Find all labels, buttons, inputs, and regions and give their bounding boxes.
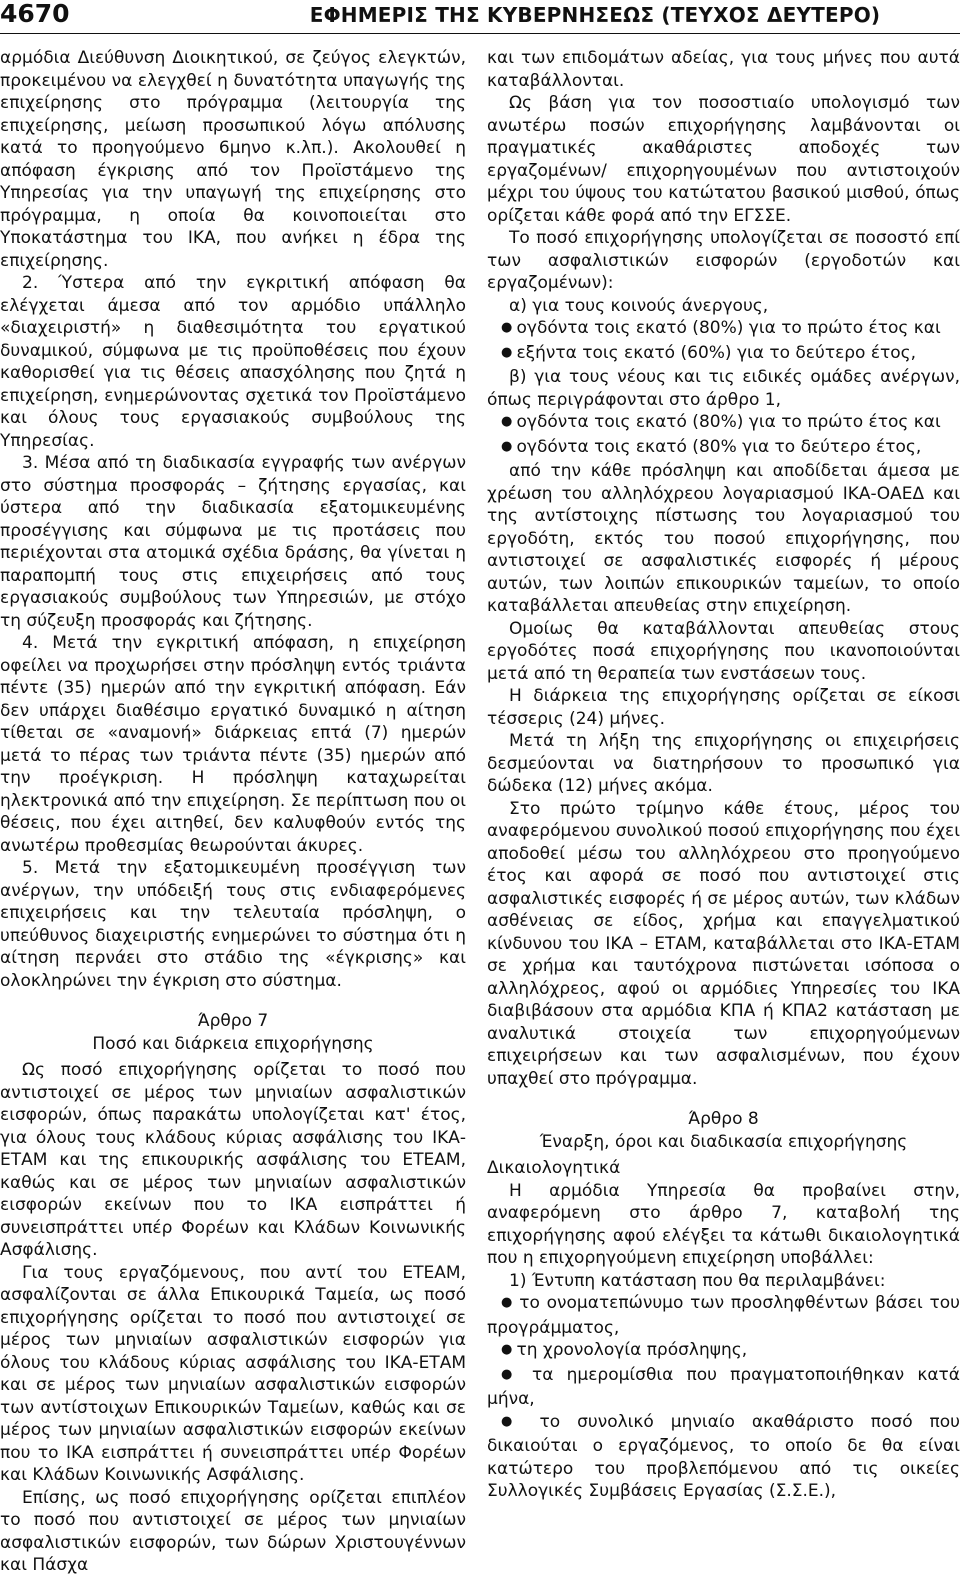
subsection-title: Δικαιολογητικά: [487, 1158, 621, 1178]
article-7-number: Άρθρο 7: [197, 1011, 269, 1031]
paragraph: 5. Μετά την εξατομικευμένη προσέγγιση των ανέργων, την υπόδειξή τους στις ενδιαφερόμενες επιχειρήσεις και την τελευταία πρόσληψη, ο υπεύθυνος διαχειριστής ενημερώνει το σύστημα ότι η αίτηση περνάει στο στάδιο της «έγκρισης» και ολοκληρώνει την έγκριση στο σύστημα.: [0, 858, 466, 991]
bullet-item: ● το συνολικό μηνιαίο ακαθάριστο ποσό που δικαιούται ο εργαζόμενος, το οποίο δε θα είναι κατώτερο του προβλεπόμενου από τις οικείες Συλλογικές Συμβάσεις Εργασίας (Σ.Σ.Ε.),: [487, 1411, 960, 1503]
paragraph: από την κάθε πρόσληψη και αποδίδεται άμεσα με χρέωση του αλληλόχρεου λογαριασμού ΙΚΑ-ΟΑΕΔ και της αντίστοιχης πίστωσης του λογαριασμού του εργοδότη, εκτός του ποσού επιχορήγησης, που αντιστοιχεί σε ασφαλιστικές εισφορές ή μέρους αυτών, των λοιπών επικουρικών ταμείων, το οποίο καταβάλλεται απευθείας στην επιχείρηση.: [487, 461, 960, 616]
page-header: [0, 0, 960, 40]
bullet-item: ● τη χρονολογία πρόσληψης,: [487, 1339, 960, 1364]
bullet-item: ● εξήντα τοις εκατό (60%) για το δεύτερο έτος,: [487, 342, 960, 367]
paragraph: Η αρμόδια Υπηρεσία θα προβαίνει στην, αναφερόμενη στο άρθρο 7, καταβολή της επιχορήγησης αφού ελέγξει τα κάτωθι δικαιολογητικά που η επιχορηγούμενη επιχείρηση υποβάλλει:: [487, 1180, 960, 1268]
paragraph: Στο πρώτο τρίμηνο κάθε έτους, μέρος του αναφερόμενου συνολικού ποσού επιχορήγησης που έχει αποδοθεί μέσω του αλληλόχρεου στο προηγούμενο έτος και αφορά σε ποσό που αντιστοιχεί στις ασφαλιστικές εισφορές ή σε μέρος αυτών, των κλάδων ασθένειας σε είδος, χρήμα και επαγγελματικού κίνδυνου του ΙΚΑ – ΕΤΑΜ, καταβάλλεται στο ΙΚΑ-ΕΤΑΜ σε χρήμα και ταυτόχρονα πιστώνεται ισόποσα ο αλληλόχρεος, αφού οι αρμόδιες Υπηρεσίες του ΙΚΑ διαβιβάσουν στα αρμόδια ΚΠΑ ή ΚΠΑ2 κατάσταση με αναλυτικά στοιχεία των επιχορηγούμενων επιχειρήσεων και των ασφαλισμένων, που έχουν υπαχθεί στο πρόγραμμα.: [487, 798, 960, 1089]
paragraph: 2. Ύστερα από την εγκριτική απόφαση θα ελέγχεται άμεσα από τον αρμόδιο υπάλληλο «διαχειριστή» η διαθεσιμότητα του εργατικού δυναμικού, σύμφωνα με τις προϋποθέσεις που έχουν καθορισθεί για τις θέσεις απασχόλησης που ζητά η επιχείρηση, ενημερώνοντας σχετικά τον Προϊστάμενο και όλους τους εργασιακούς συμβούλους της Υπηρεσίας.: [0, 273, 466, 451]
paragraph: 3. Μέσα από τη διαδικασία εγγραφής των ανέργων στο σύστημα προσφοράς – ζήτησης εργασίας, και ύστερα από την διαδικασία εξατομικευμένης προσέγγισης και σύμφωνα με τις προτάσεις που περιέχονται στα ατομικά σχέδια δράσης, θα γίνεται η παραπομπή τους στις επιχειρήσεις από τους εργασιακούς συμβούλους των Υπηρεσιών, με στόχο τη σύζευξη προσφοράς και ζήτησης.: [0, 453, 466, 631]
bullet-item: ● ογδόντα τοις εκατό (80% για το δεύτερο έτος,: [487, 436, 960, 461]
left-column: [0, 47, 466, 1577]
paragraph: Για τους εργαζόμενους, που αντί του ΕΤΕΑΜ, ασφαλίζονται σε άλλα Επικουρικά Ταμεία, ως ποσό επιχορήγησης ορίζεται το ποσό που αντιστοιχεί σε μέρος των μηνιαίων ασφαλιστικών εισφορών για όλους του κλάδους κύριας ασφάλισης του ΙΚΑ-ΕΤΑΜ και σε μέρος των μηνιαίων ασφαλιστικών εισφορών των αντίστοιχων Επικουρικών Ταμείων, καθώς και σε μέρος των μηνιαίων ασφαλιστικών εισφορών εκείνων που το ΙΚΑ εισπράττει ή συνεισπράττει υπέρ Φορέων και Κλάδων Κοινωνικής Ασφάλισης.: [0, 1262, 466, 1485]
gazette-title: ΕΦΗΜΕΡΙΣ ΤΗΣ ΚΥΒΕΡΝΗΣΕΩΣ (ΤΕΥΧΟΣ ΔΕΥΤΕΡΟ): [309, 3, 881, 27]
paragraph: Ως βάση για τον ποσοστιαίο υπολογισμό των ανωτέρω ποσών επιχορήγησης λαμβάνονται οι πραγματικές ακαθάριστες αποδοχές των εργαζομένων/ επιχορηγουμένων που αντιστοιχούν μέχρι του ύψους του κατώτατου βασικού μισθού, όπως ορίζεται κάθε φορά από την ΕΓΣΣΕ.: [487, 93, 960, 226]
paragraph: Το ποσό επιχορήγησης υπολογίζεται σε ποσοστό επί των ασφαλιστικών εισφορών (εργοδοτών και εργαζομένων):: [487, 228, 960, 293]
right-column: [487, 47, 960, 1503]
paragraph: Ομοίως θα καταβάλλονται απευθείας στους εργοδότες ποσά επιχορήγησης που ικανοποιούνται μετά από τη θεραπεία των ενστάσεων τους.: [487, 618, 960, 684]
bullet-item: ● το ονοματεπώνυμο των προσληφθέντων βάσει του προγράμματος,: [487, 1292, 960, 1339]
paragraph: Ως ποσό επιχορήγησης ορίζεται το ποσό που αντιστοιχεί σε μέρος των μηνιαίων ασφαλιστικών εισφορών, όπως παρακάτω υπολογίζεται κατ' έτος, για όλους τους κλάδους κύριας ασφάλισης του ΙΚΑ-ΕΤΑΜ και της επικουρικής ασφάλισης του ΕΤΕΑΜ, καθώς και σε μέρος των μηνιαίων ασφαλιστικών εισφορών εκείνων που το ΙΚΑ εισπράττει ή συνεισπράττει υπέρ Φορέων και Κλάδων Κοινωνικής Ασφάλισης.: [0, 1060, 466, 1260]
bullet-item: ● ογδόντα τοις εκατό (80%) για το πρώτο έτος και: [487, 317, 960, 342]
bullet-item: ● τα ημερομίσθια που πραγματοποιήθηκαν κατά μήνα,: [487, 1364, 960, 1411]
list-label: α) για τους κοινούς άνεργους,: [509, 295, 769, 316]
list-label: β) για τους νέους και τις ειδικές ομάδες ανέργων, όπως περιγράφονται στο άρθρο 1,: [487, 367, 960, 410]
bullet-item: ● ογδόντα τοις εκατό (80%) για το πρώτο έτος και: [487, 411, 960, 436]
paragraph: 4. Μετά την εγκριτική απόφαση, η επιχείρηση οφείλει να προχωρήσει στην πρόσληψη εντός τριάντα πέντε (35) ημερών από την εγκριτική απόφαση. Εάν δεν υπάρχει διαθέσιμο εργατικό δυναμικό η αίτηση τίθεται σε «αναμονή» διάρκειας επτά (7) ημερών μετά το πέρας των τριάντα πέντε (35) ημερών από την προέγκριση. Η πρόσληψη καταχωρείται ηλεκτρονικά από την επιχείρηση. Σε περίπτωση που οι θέσεις, που έχει αιτηθεί, δεν καλυφθούν εντός της ανωτέρω προθεσμίας θεωρούνται άκυρες.: [0, 633, 466, 856]
header-rule: [0, 33, 960, 34]
paragraph: Η διάρκεια της επιχορήγησης ορίζεται σε είκοσι τέσσερις (24) μήνες.: [487, 686, 960, 729]
article-7-title: Ποσό και διάρκεια επιχορήγησης: [92, 1033, 374, 1054]
page-number: 4670: [0, 0, 70, 28]
paragraph: Μετά τη λήξη της επιχορήγησης οι επιχειρήσεις δεσμεύονται να διατηρήσουν το προσωπικό για δώδεκα (12) μήνες ακόμα.: [487, 731, 960, 796]
paragraph: και των επιδομάτων αδείας, για τους μήνες που αυτά καταβάλλονται.: [487, 48, 960, 91]
numbered-item: 1) Έντυπη κατάσταση που θα περιλαμβάνει:: [509, 1270, 886, 1291]
paragraph: Επίσης, ως ποσό επιχορήγησης ορίζεται επιπλέον το ποσό που αντιστοιχεί σε μέρος των μηνιαίων ασφαλιστικών εισφορών, των δώρων Χριστουγέννων και Πάσχα: [0, 1487, 466, 1575]
article-8-number: Άρθρο 8: [688, 1109, 759, 1129]
article-8-title: Έναρξη, όροι και διαδικασία επιχορήγησης: [539, 1131, 908, 1152]
paragraph: αρμόδια Διεύθυνση Διοικητικού, σε ζεύγος ελεγκτών, προκειμένου να ελεγχθεί η δυνατότητα υπαγωγής της επιχείρησης στο πρόγραμμα (λειτουργία της επιχείρησης, μείωση προσωπικού λόγω απόλυσης κατά το προηγούμενο 6μηνο κ.λπ.). Ακολουθεί η απόφαση έγκρισης από τον Προϊστάμενο της Υπηρεσίας για την υπαγωγή της επιχείρησης στο πρόγραμμα, η οποία θα κοινοποιείται στο Υποκατάστημα του ΙΚΑ, που ανήκει η έδρα της επιχείρησης.: [0, 48, 466, 271]
